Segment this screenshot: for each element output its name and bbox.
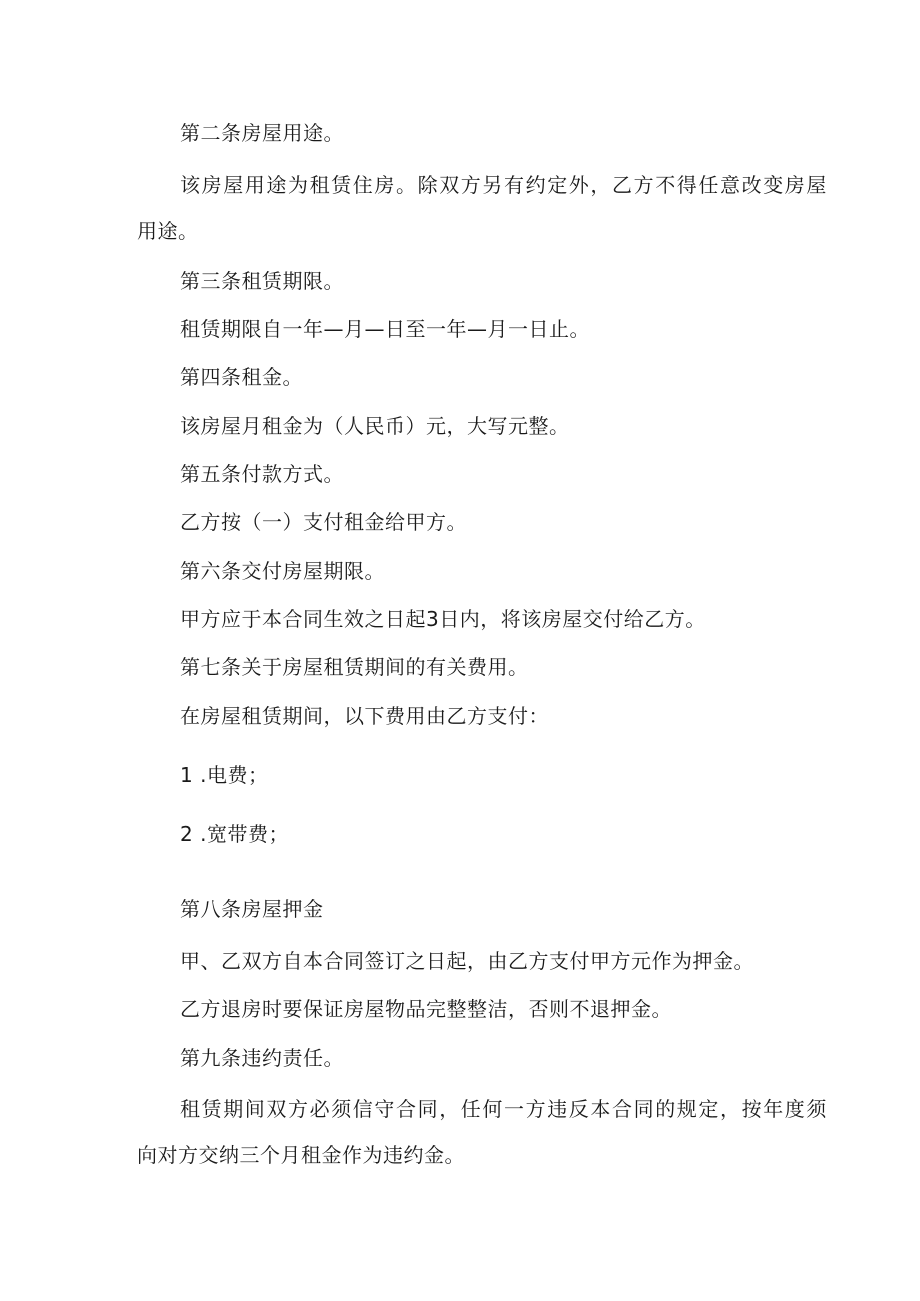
- article-6-body: 甲方应于本合同生效之日起3日内，将该房屋交付给乙方。: [180, 607, 706, 631]
- article-9-body-line-2: 向对方交纳三个月租金作为违约金。: [137, 1143, 465, 1167]
- article-5-body: 乙方按（一）支付租金给甲方。: [180, 510, 467, 534]
- article-2-heading: 第二条房屋用途。: [180, 121, 344, 145]
- article-8-heading: 第八条房屋押金: [180, 897, 324, 921]
- article-7-body: 在房屋租赁期间，以下费用由乙方支付：: [180, 704, 549, 728]
- article-9-body-line-1: 租赁期间双方必须信守合同，任何一方违反本合同的规定，按年度须: [180, 1097, 828, 1121]
- fee-list-item-2: 2 .宽带费；: [180, 822, 289, 846]
- fee-list-item-1: 1 .电费；: [180, 763, 269, 787]
- article-3-heading: 第三条租赁期限。: [180, 269, 344, 293]
- article-4-heading: 第四条租金。: [180, 365, 303, 389]
- article-3-body: 租赁期限自一年—月—日至一年—月一日止。: [180, 317, 590, 341]
- article-4-body: 该房屋月租金为（人民币）元，大写元整。: [180, 414, 570, 438]
- article-2-body-line-2: 用途。: [137, 219, 199, 243]
- article-6-heading: 第六条交付房屋期限。: [180, 559, 385, 583]
- article-8-body-line-1: 甲、乙双方自本合同签订之日起，由乙方支付甲方元作为押金。: [180, 949, 754, 973]
- article-5-heading: 第五条付款方式。: [180, 462, 344, 486]
- article-7-heading: 第七条关于房屋租赁期间的有关费用。: [180, 655, 529, 679]
- article-2-body-line-1: 该房屋用途为租赁住房。除双方另有约定外，乙方不得任意改变房屋: [180, 173, 828, 197]
- article-8-body-line-2: 乙方退房时要保证房屋物品完整整洁，否则不退押金。: [180, 997, 672, 1021]
- article-9-heading: 第九条违约责任。: [180, 1046, 344, 1070]
